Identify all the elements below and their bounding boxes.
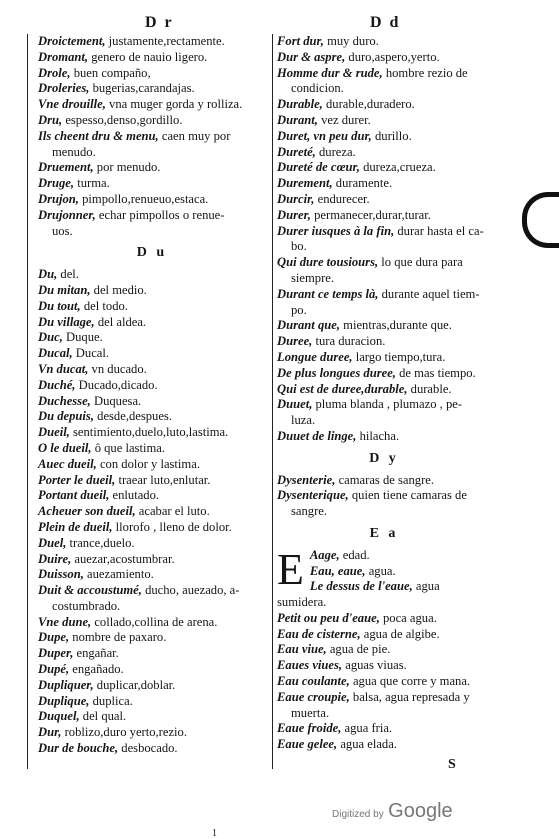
dictionary-entry [38, 315, 266, 331]
headword: Duisson, [38, 567, 84, 582]
page-edge-letter-fragment [522, 192, 559, 248]
definition: llorofo , lleno de dolor. [115, 519, 232, 534]
dictionary-entry [38, 97, 266, 113]
headword: Drole, [38, 65, 71, 80]
dictionary-entry [38, 66, 266, 82]
dictionary-entry [277, 50, 491, 66]
dictionary-entry [38, 346, 266, 362]
dictionary-entry [277, 690, 491, 706]
definition: agua elada. [340, 737, 397, 752]
definition: caen muy por [161, 128, 231, 143]
headword: Droleries, [38, 81, 90, 96]
headword: Ducal, [38, 346, 73, 361]
dictionary-entry [38, 520, 266, 536]
dictionary-entry [277, 642, 491, 658]
definition: luza. [291, 413, 316, 428]
headword: Duel, [38, 535, 67, 550]
headword: Durant ce temps là, [277, 286, 379, 301]
watermark-small: Digitized by [332, 809, 384, 820]
headword: Durer iusques à la fin, [277, 223, 395, 238]
definition: engañado. [72, 662, 124, 677]
definition: turma. [77, 176, 110, 191]
headword: Dueil, [38, 425, 70, 440]
definition: Ducal. [75, 346, 110, 361]
dictionary-entry [38, 457, 266, 473]
dictionary-entry [38, 409, 266, 425]
definition: hilacha. [359, 428, 400, 443]
definition: largo tiempo,tura. [355, 349, 446, 364]
dictionary-entry [38, 267, 266, 283]
headword: Eaue froide, [277, 721, 342, 736]
watermark-google: Google [388, 800, 453, 822]
definition: del todo. [83, 298, 128, 313]
section-heading: D y [369, 450, 399, 466]
dictionary-entry [277, 287, 491, 303]
definition: engañar. [76, 646, 119, 661]
definition: echar pimpollos o renue- [98, 207, 225, 222]
headword: Auec dueil, [38, 456, 97, 471]
headword: Duc, [38, 330, 63, 345]
headword: Petit ou peu d'eaue, [277, 610, 380, 625]
definition: condicion. [291, 81, 344, 96]
definition: durable. [410, 381, 452, 396]
dictionary-entry [277, 611, 491, 627]
dictionary-entry [38, 488, 266, 504]
definition: ô que lastima. [94, 440, 165, 455]
dictionary-entry [277, 397, 491, 413]
dictionary-entry [277, 721, 491, 737]
definition: del medio. [93, 282, 147, 297]
headword: Duchesse, [38, 393, 91, 408]
definition: pluma blanda , plumazo , pe- [315, 397, 463, 412]
dictionary-entry [277, 160, 491, 176]
headword: Durer, [277, 207, 311, 222]
dictionary-entry [277, 113, 491, 129]
headword: Drujon, [38, 191, 79, 206]
dictionary-entry [38, 552, 266, 568]
headword: Durant, [277, 112, 318, 127]
headword: Le dessus de l'eaue, [309, 579, 413, 594]
dictionary-entry [38, 50, 266, 66]
dictionary-entry [277, 350, 491, 366]
definition: Duquesa. [93, 393, 142, 408]
definition: acabar el luto. [138, 504, 210, 519]
dictionary-entry [38, 694, 266, 710]
headword: Duper, [38, 646, 74, 661]
dictionary-entry [38, 709, 266, 725]
dictionary-entry [38, 615, 266, 631]
dictionary-entry [277, 382, 491, 398]
dictionary-entry [277, 334, 491, 350]
definition: desbocado. [121, 741, 178, 756]
dictionary-entry [277, 627, 491, 643]
definition: agua fria. [344, 721, 393, 736]
definition: endurecer. [317, 191, 370, 206]
definition: durable,duradero. [326, 97, 415, 112]
headword: Eau coulante, [277, 674, 350, 689]
definition: del qual. [82, 709, 127, 724]
headword: Ils cheent dru & menu, [38, 128, 159, 143]
headword: Duché, [38, 377, 76, 392]
headword: Aage, [309, 547, 340, 562]
headword: Acheuer son dueil, [38, 504, 136, 519]
definition: agua sumidera. [277, 579, 440, 610]
headword: Duret, vn peu dur, [277, 128, 372, 143]
headword: Eau viue, [277, 642, 327, 657]
definition: por menudo. [96, 160, 161, 175]
definition: lo que dura para [381, 255, 463, 270]
definition: permanecer,durar,turar. [314, 207, 431, 222]
definition: vn ducado. [91, 361, 147, 376]
dictionary-entry [38, 208, 266, 224]
definition: durar hasta el ca- [397, 223, 484, 238]
signature-mark: S [448, 757, 456, 772]
section-heading: E a [369, 525, 399, 541]
headword: Eaue croupie, [277, 689, 350, 704]
headword: Dur, [38, 725, 62, 740]
entry-continuation [277, 706, 491, 722]
headword: Drujonner, [38, 207, 96, 222]
definition: sentimiento,duelo,luto,lastima. [73, 425, 229, 440]
right-column [277, 34, 491, 753]
headword: O le dueil, [38, 440, 92, 455]
dictionary-entry [277, 473, 491, 489]
headword: De plus longues duree, [277, 365, 396, 380]
headword: Eau, eaue, [309, 563, 366, 578]
definition: po. [291, 302, 307, 317]
definition: del aldea. [97, 314, 147, 329]
headword: Eau de cisterne, [277, 626, 361, 641]
headword: Vne dune, [38, 614, 92, 629]
dictionary-entry [38, 81, 266, 97]
definition: espesso,denso,gordillo. [65, 112, 183, 127]
headword: Durant que, [277, 318, 340, 333]
headword: Du tout, [38, 298, 81, 313]
dictionary-entry [277, 176, 491, 192]
headword: Durable, [277, 97, 323, 112]
definition: siempre. [291, 270, 335, 285]
definition: duplica. [92, 693, 133, 708]
headword: Dysenterique, [277, 488, 349, 503]
definition: bo. [291, 239, 307, 254]
definition: edad. [342, 547, 370, 562]
definition: Duque. [66, 330, 103, 345]
entry-continuation [38, 599, 266, 615]
dictionary-entry [38, 646, 266, 662]
entry-continuation [38, 145, 266, 161]
dictionary-entry [38, 192, 266, 208]
entry-continuation [277, 81, 491, 97]
dictionary-entry [277, 366, 491, 382]
definition: mientras,durante que. [343, 318, 452, 333]
definition: duplicar,doblar. [96, 677, 176, 692]
definition: agua de algibe. [363, 626, 440, 641]
definition: muy duro. [327, 34, 379, 48]
dictionary-entry [277, 488, 491, 504]
headword: Dromant, [38, 49, 89, 64]
dictionary-entry [38, 425, 266, 441]
dictionary-entry [38, 113, 266, 129]
dictionary-entry [38, 583, 266, 599]
definition: enlutado. [112, 488, 160, 503]
definition: camaras de sangre. [338, 472, 435, 487]
dictionary-entry [38, 662, 266, 678]
definition: menudo. [52, 144, 96, 159]
left-margin-rule [27, 34, 28, 769]
definition: uos. [52, 223, 73, 238]
headword: Du, [38, 267, 58, 282]
headword: Qui dure tousiours, [277, 255, 379, 270]
headword: Dureté de cœur, [277, 160, 360, 175]
dictionary-entry [38, 567, 266, 583]
dictionary-entry [277, 674, 491, 690]
entry-continuation [277, 413, 491, 429]
headword: Dur de bouche, [38, 741, 119, 756]
dictionary-entry [38, 283, 266, 299]
dictionary-entry [277, 564, 491, 580]
dictionary-entry [277, 579, 491, 611]
dictionary-entry [38, 34, 266, 50]
dictionary-entry [38, 504, 266, 520]
entry-continuation [277, 303, 491, 319]
headword: Porter le dueil, [38, 472, 116, 487]
headword: Droictement, [38, 34, 106, 48]
definition: pimpollo,renueuo,estaca. [82, 191, 209, 206]
dictionary-entry [277, 97, 491, 113]
definition: dureza. [318, 144, 356, 159]
dictionary-entry [277, 192, 491, 208]
definition: desde,despues. [97, 409, 172, 424]
definition: vna muger gorda y rolliza. [109, 97, 243, 112]
drop-initial: E [277, 544, 304, 594]
definition: del. [60, 267, 79, 282]
entry-continuation [277, 504, 491, 520]
running-header-left: D r [145, 14, 174, 31]
definition: quien tiene camaras de [351, 488, 467, 503]
dictionary-entry [277, 318, 491, 334]
headword: Plein de dueil, [38, 519, 113, 534]
headword: Eaue gelee, [277, 737, 338, 752]
column-divider-rule [272, 34, 273, 769]
headword: Longue duree, [277, 349, 353, 364]
definition: auezamiento. [87, 567, 154, 582]
definition: balsa, agua represada y [352, 689, 470, 704]
definition: tura duracion. [315, 334, 386, 349]
headword: Du depuis, [38, 409, 94, 424]
dictionary-entry [38, 630, 266, 646]
dictionary-entry [38, 678, 266, 694]
headword: Eaues viues, [277, 658, 343, 673]
definition: justamente,rectamente. [108, 34, 225, 48]
definition: duramente. [335, 176, 393, 191]
definition: muerta. [291, 705, 330, 720]
dictionary-entry [38, 160, 266, 176]
bottom-mark: 1 [212, 828, 217, 839]
dictionary-entry [38, 441, 266, 457]
definition: dureza,crueza. [363, 160, 436, 175]
definition: ducho, auezado, a- [145, 583, 240, 598]
headword: Qui est de duree,durable, [277, 381, 408, 396]
entry-continuation [38, 224, 266, 240]
headword: Duit & accoustumé, [38, 583, 142, 598]
dictionary-entry [38, 394, 266, 410]
definition: hombre rezio de [385, 65, 468, 80]
dictionary-entry [277, 429, 491, 445]
entry-continuation [277, 239, 491, 255]
dictionary-entry [38, 176, 266, 192]
definition: agua que corre y mana. [352, 674, 471, 689]
definition: sangre. [291, 504, 328, 519]
dictionary-entry [277, 66, 491, 82]
headword: Dupliquer, [38, 677, 94, 692]
dictionary-entry [38, 330, 266, 346]
headword: Dupe, [38, 630, 70, 645]
headword: Dysenterie, [277, 472, 336, 487]
dictionary-entry [38, 299, 266, 315]
definition: trance,duelo. [69, 535, 135, 550]
dictionary-entry [277, 224, 491, 240]
definition: vez durer. [321, 112, 371, 127]
headword: Vn ducat, [38, 361, 89, 376]
headword: Dupé, [38, 662, 70, 677]
definition: aguas viuas. [345, 658, 407, 673]
headword: Dureté, [277, 144, 316, 159]
headword: Durement, [277, 176, 333, 191]
definition: traear luto,enlutar. [118, 472, 211, 487]
headword: Duire, [38, 551, 72, 566]
definition: genero de nauio ligero. [91, 49, 208, 64]
headword: Duree, [277, 334, 313, 349]
headword: Portant dueil, [38, 488, 110, 503]
definition: duro,aspero,yerto. [348, 49, 440, 64]
definition: buen compaño, [73, 65, 151, 80]
headword: Druement, [38, 160, 94, 175]
headword: Du village, [38, 314, 95, 329]
dictionary-entry [277, 255, 491, 271]
definition: agua. [368, 563, 396, 578]
dictionary-entry [38, 378, 266, 394]
headword: Druge, [38, 176, 75, 191]
headword: Duquel, [38, 709, 80, 724]
dictionary-entry [277, 208, 491, 224]
headword: Duplique, [38, 693, 90, 708]
headword: Du mitan, [38, 282, 91, 297]
headword: Duuet de linge, [277, 428, 357, 443]
definition: bugerias,carandajas. [92, 81, 195, 96]
definition: auezar,acostumbrar. [74, 551, 175, 566]
dictionary-entry [277, 145, 491, 161]
dictionary-entry [277, 129, 491, 145]
dictionary-entry [38, 129, 266, 145]
dictionary-entry [38, 741, 266, 757]
section-heading: D u [136, 245, 168, 261]
dictionary-entry [277, 658, 491, 674]
definition: durillo. [374, 128, 412, 143]
left-column [38, 34, 266, 757]
dictionary-entry [277, 34, 491, 50]
entry-continuation [277, 271, 491, 287]
dictionary-entry [38, 362, 266, 378]
definition: costumbrado. [52, 598, 121, 613]
headword: Vne drouille, [38, 97, 106, 112]
dictionary-entry [38, 725, 266, 741]
headword: Dur & aspre, [277, 49, 346, 64]
dictionary-entry [38, 536, 266, 552]
definition: collado,collina de arena. [94, 614, 218, 629]
headword: Homme dur & rude, [277, 65, 383, 80]
headword: Duuet, [277, 397, 313, 412]
digitized-watermark [332, 800, 453, 823]
dictionary-entry [277, 737, 491, 753]
running-header-right: D d [370, 14, 401, 31]
definition: con dolor y lastima. [99, 456, 200, 471]
headword: Durcir, [277, 191, 315, 206]
definition: poca agua. [383, 610, 437, 625]
definition: de mas tiempo. [399, 365, 476, 380]
definition: roblizo,duro yerto,rezio. [64, 725, 188, 740]
headword: Dru, [38, 112, 63, 127]
definition: agua de pie. [329, 642, 391, 657]
dictionary-entry [38, 473, 266, 489]
definition: Ducado,dicado. [78, 377, 158, 392]
definition: durante aquel tiem- [381, 286, 480, 301]
definition: nombre de paxaro. [72, 630, 167, 645]
headword: Fort dur, [277, 34, 324, 48]
